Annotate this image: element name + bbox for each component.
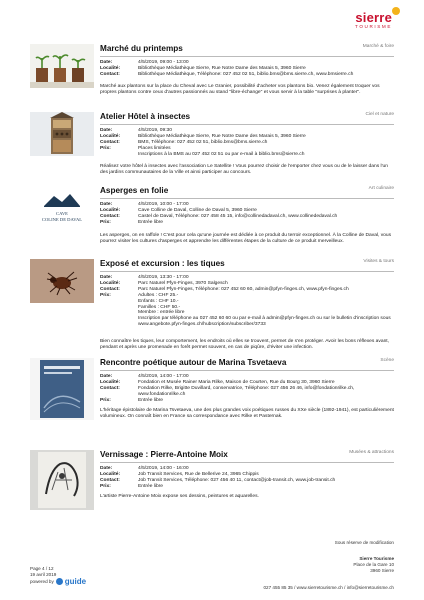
event-date: 4/5/2019, 10:00 - 17:00 (138, 202, 189, 207)
seedling-pots-image (30, 44, 94, 88)
event-description: Réalisez votre hôtel à insectes avec l'association Le Satellite ! Vous pourrez choisir de l'emporter chez vous ou de le laisser dans l'un des jardins communautaires de la Ville et ainsi participer au concours. (100, 164, 388, 175)
location-label: Localité: (100, 207, 121, 213)
event-title: Exposé et excursion : les tiques (100, 259, 225, 268)
location-label: Localité: (100, 133, 121, 139)
event-details (100, 128, 394, 158)
logo-wordmark: sierre (355, 10, 392, 25)
event-date: 4/5/2019, 13:30 - 17:00 (138, 275, 189, 280)
sun-icon (392, 7, 400, 15)
event-title: Asperges en folie (100, 186, 169, 195)
event-title: Vernissage : Pierre-Antoine Moix (100, 450, 228, 459)
price-label: Prix: (100, 397, 111, 403)
event-description: Marché aux plantons sur la place du Cheval avec Le Granier, possibilité d'acheter vos plantons bio. Venez également troquer vos propres plantons contre ceux d'autres passionnés au stand "libre-échange" et vous servir à la table "surprises à planter". (100, 84, 380, 95)
organisation-street: Place de la Gare 10 (353, 562, 394, 567)
event-category: Musées & attractions (349, 450, 394, 455)
daval-logo-line1: CAVE (56, 211, 68, 216)
divider (100, 56, 394, 57)
guide-logo-text: guide (64, 576, 87, 586)
event-description: L'héritage épistolaire de Marina Tsvetaeva, une des plus grandes voix poétiques russes du XXe siècle (1892-1941), est particulièrement volumineux. On connaît bien en France sa correspondance avec Rilke et Pasternak. (100, 408, 394, 419)
divider (100, 271, 394, 272)
date-label: Date: (100, 466, 113, 471)
event-date: 4/5/2019, 14:00 - 17:00 (138, 374, 189, 379)
event-location: Bibliothèque Médiathèque Sierre, Rue Notre Dame des Marais 5, 3960 Sierre (138, 65, 306, 71)
event-contact: Job Transit Services, Téléphone: 027 456 40 11, contact@job-transit.ch, www.job-transit.ch (138, 477, 336, 483)
event-contact: Bibliothèque Médiathèque, Téléphone: 027 452 02 51, biblio.bms@bms.sierre.ch, www.bmsierre.ch (138, 71, 354, 77)
event-title: Atelier Hôtel à insectes (100, 112, 191, 121)
event-date: 4/5/2019, 14:00 - 16:00 (138, 466, 189, 471)
page-number: Page 4 / 12 (30, 566, 54, 571)
event-description: L'artiste Pierre-Antoine Moix expose ses dessins, peintures et aquarelles. (100, 494, 259, 499)
event-category: Ciel et nature (365, 112, 394, 117)
powered-by-label: powered by (30, 578, 54, 584)
price-label: Prix: (100, 483, 111, 489)
divider (100, 124, 394, 125)
event-title: Rencontre poétique autour de Marina Tsvetaeva (100, 358, 287, 367)
event-details (100, 60, 394, 78)
contact-line: 027 455 85 35 / www.sierretourisme.ch / info@sierretourisme.ch (263, 585, 394, 590)
contact-label: Contact: (100, 477, 120, 483)
sierre-tourisme-logo (355, 10, 392, 29)
event-entry (30, 358, 394, 440)
date-label: Date: (100, 374, 113, 379)
divider (100, 462, 394, 463)
organisation-address (353, 556, 394, 574)
location-label: Localité: (100, 471, 121, 477)
event-date: 4/5/2019, 09:30 (138, 128, 172, 133)
event-description: Bien connaître les tiques, leur comportement, les endroits où elles se trouvent, permet de s'en protéger. Avoir les bons réflexes avant, pendant et après une promenade en forêt permet souvent, en cas de piqûre, d'éviter une infection. (100, 339, 390, 350)
price-label: Prix: (100, 292, 111, 298)
event-entry (30, 44, 394, 106)
tick-image (30, 259, 94, 303)
event-price: Adultes : CHF 25.- Enfants : CHF 10.- Familles : CHF 50.- Membre : entrée libre Inscription par téléphone au 027 452 60 60 ou par e-mail à admin@pfyn-finges.ch ou sur le bulletin d'inscription sous www.angebote.pfyn-finges.ch/hubscription/subscriber/3733 (138, 292, 391, 328)
event-title: Marché du printemps (100, 44, 183, 53)
event-price: Places limitées Inscriptions à la BMS au 027 452 02 51 ou par e-mail à biblio.bms@sierre.ch (138, 145, 305, 157)
marina-tsvetaeva-book-image (30, 358, 94, 420)
event-location: Cave Colline de Daval, Colline de Daval 5, 3960 Sierre (138, 207, 257, 213)
event-entry (30, 186, 394, 254)
event-entry (30, 112, 394, 182)
cave-colline-de-daval-logo (30, 186, 94, 230)
event-entry (30, 450, 394, 530)
event-location: Fondation et Musée Rainer Maria Rilke, Maison de Courten, Rue du Bourg 30, 3960 Sierre (138, 379, 335, 385)
divider (100, 198, 394, 199)
location-label: Localité: (100, 379, 121, 385)
event-location: Parc Naturel Pfyn-Finges, 3970 Salgesch (138, 280, 228, 286)
insect-hotel-image (30, 112, 94, 156)
contact-label: Contact: (100, 139, 120, 145)
event-location: Job Transit Services, Rue de Bellerive 24, 3965 Chippis (138, 471, 259, 477)
event-category: Scène (380, 358, 394, 363)
organisation-city: 3960 Sierre (370, 568, 394, 573)
guide-logo-icon (56, 578, 63, 585)
contact-label: Contact: (100, 385, 120, 391)
location-label: Localité: (100, 65, 121, 71)
event-price: Entrée libre (138, 219, 164, 225)
powered-by (30, 578, 86, 585)
date-label: Date: (100, 128, 113, 133)
daval-logo-line2: COLINE DE DAVAL (41, 217, 83, 222)
event-contact: Castel de Daval, Téléphone: 027 458 45 15, info@collinedadaval.ch, www.collinededaval.ch (138, 213, 338, 219)
event-category: Art culinaire (368, 186, 394, 191)
contact-label: Contact: (100, 71, 120, 77)
event-entry (30, 259, 394, 351)
print-date: 19 avril 2019 (30, 572, 57, 577)
event-date: 4/5/2019, 09:00 - 13:00 (138, 60, 189, 65)
event-contact: Fondation Rilke, Brigitte Duvillard, conservatrice, Téléphone: 027 456 26 46, info@fondationrilke.ch, www.fondationrilke.ch (138, 385, 355, 397)
organisation-name: Sierre Tourisme (359, 556, 394, 561)
contact-label: Contact: (100, 286, 120, 292)
event-price: Entrée libre (138, 397, 164, 403)
price-label: Prix: (100, 219, 111, 225)
logo-subtitle: TOURISME (355, 24, 392, 29)
date-label: Date: (100, 202, 113, 207)
date-label: Date: (100, 60, 113, 65)
price-label: Prix: (100, 145, 111, 151)
event-details (100, 202, 394, 226)
modification-notice: Sous réserve de modification (334, 540, 394, 545)
event-details (100, 466, 394, 490)
event-contact: Parc Naturel Pfyn-Finges, Téléphone: 027 452 60 60, admin@pfyn-finges.ch, www.pfyn-finges.ch (138, 286, 349, 292)
location-label: Localité: (100, 280, 121, 286)
footer-page-info (30, 566, 86, 585)
event-description: Les asperges, on en raffole ! C'est pour cela qu'une journée est dédiée à ce produit du terroir exceptionnel. À la Colline de Daval, vous pourrez visiter les cultures d'asperges et apprendre les différentes étapes de la culture de ce produit merveilleux. (100, 233, 392, 244)
event-contact: BMS, Téléphone: 027 452 02 51, biblio.bms@bms.sierre.ch (138, 139, 268, 145)
event-details (100, 275, 394, 328)
date-label: Date: (100, 275, 113, 280)
event-details (100, 374, 394, 404)
pierre-antoine-moix-artwork-image (30, 450, 94, 510)
event-price: Entrée libre (138, 483, 164, 489)
contact-label: Contact: (100, 213, 120, 219)
event-location: Bibliothèque Médiathèque Sierre, Rue Notre Dame des Marais 5, 3960 Sierre (138, 133, 306, 139)
divider (100, 370, 394, 371)
event-category: Visites & tours (363, 259, 394, 264)
event-category: Marché & foire (362, 44, 394, 49)
